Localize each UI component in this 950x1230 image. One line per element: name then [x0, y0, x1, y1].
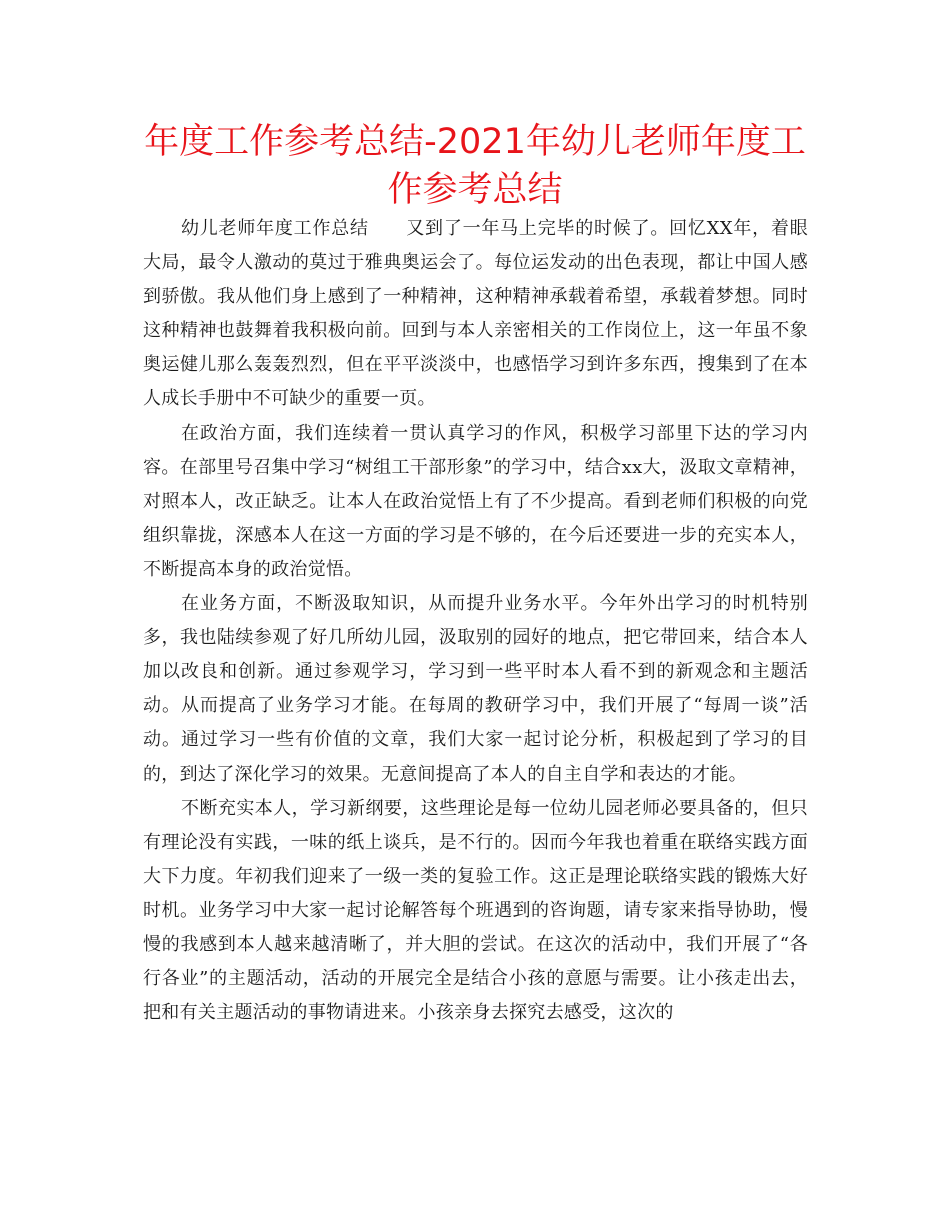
- paragraph: 在业务方面，不断汲取知识，从而提升业务水平。今年外出学习的时机特别多，我也陆续参观了好几所幼儿园，汲取别的园好的地点，把它带回来，结合本人加以改良和创新。通过参观学习，学习到一些平时本人看不到的新观念和主题活动。从而提高了业务学习才能。在每周的教研学习中，我们开展了“每周一谈”活动。通过学习一些有价值的文章，我们大家一起讨论分析，积极起到了学习的目的，到达了深化学习的效果。无意间提高了本人的自主自学和表达的才能。: [143, 593, 808, 785]
- paragraph: 不断充实本人，学习新纲要，这些理论是每一位幼儿园老师必要具备的，但只有理论没有实践，一味的纸上谈兵，是不行的。因而今年我也着重在联络实践方面大下力度。年初我们迎来了一级一类的复验工作。这正是理论联络实践的锻炼大好时机。业务学习中大家一起讨论解答每个班遇到的咨询题，请专家来指导协助，慢慢的我感到本人越来越清晰了，并大胆的尝试。在这次的活动中，我们开展了“各行各业”的主题活动，活动的开展完全是结合小孩的意愿与需要。让小孩走出去，把和有关主题活动的事物请进来。小孩亲身去探究去感受，这次的: [143, 797, 808, 1024]
- document-body: [143, 212, 808, 1030]
- paragraph: 在政治方面，我们连续着一贯认真学习的作风，积极学习部里下达的学习内容。在部里号召集中学习“树组工干部形象”的学习中，结合xx大，汲取文章精神，对照本人，改正缺乏。让本人在政治觉悟上有了不少提高。看到老师们积极的向党组织靠拢，深感本人在这一方面的学习是不够的，在今后还要进一步的充实本人，不断提高本身的政治觉悟。: [143, 422, 808, 580]
- paragraph: 幼儿老师年度工作总结 又到了一年马上完毕的时候了。回忆XX年，着眼大局，最令人激动的莫过于雅典奥运会了。每位运发动的出色表现，都让中国人感到骄傲。我从他们身上感到了一种精神，这种精神承载着希望，承载着梦想。同时这种精神也鼓舞着我积极向前。回到与本人亲密相关的工作岗位上，这一年虽不象奥运健儿那么轰轰烈烈，但在平平淡淡中，也感悟学习到许多东西，搜集到了在本人成长手册中不可缺少的重要一页。: [143, 218, 808, 410]
- document-title: 年度工作参考总结-2021年幼儿老师年度工作参考总结: [144, 122, 806, 210]
